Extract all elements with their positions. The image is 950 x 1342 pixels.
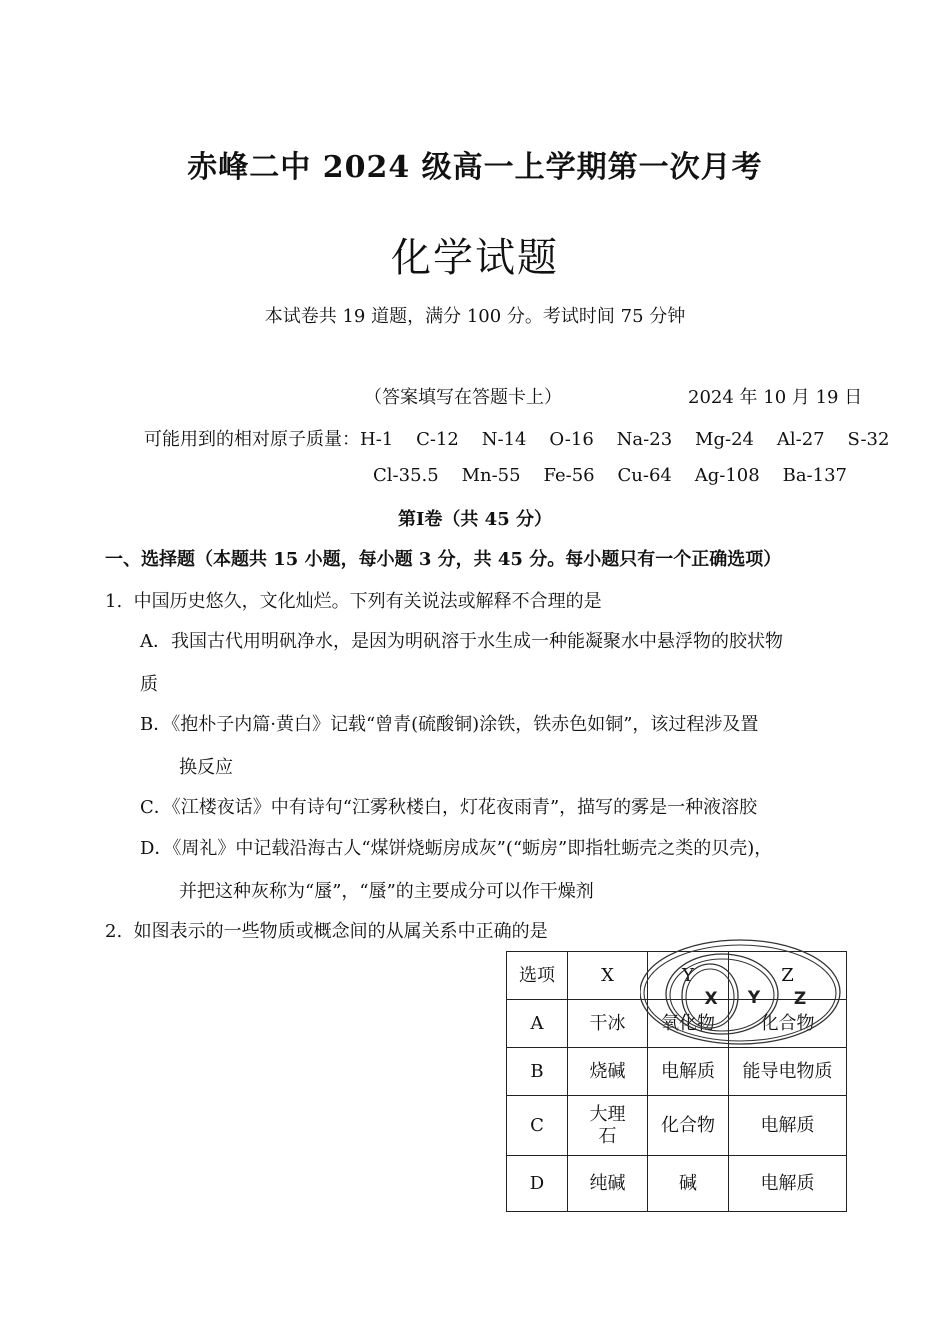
row-d-y: 碱 bbox=[648, 1156, 729, 1212]
row-c-x bbox=[568, 1096, 648, 1156]
header-z: Z bbox=[729, 952, 847, 1000]
q1-option-a: A．我国古代用明矾净水，是因为明矾溶于水生成一种能凝聚水中悬浮物的胶状物 bbox=[140, 631, 783, 652]
answer-note: （答案填写在答题卡上） bbox=[364, 387, 562, 408]
venn-middle-ring-1 bbox=[666, 954, 778, 1034]
header-y: Y bbox=[648, 952, 729, 1000]
row-d-x: 纯碱 bbox=[568, 1156, 648, 1212]
exam-info: 本试卷共 19 道题，满分 100 分。考试时间 75 分钟 bbox=[264, 306, 686, 327]
venn-label-y: Y bbox=[747, 988, 761, 1008]
atomic-mass-line-1: 可能用到的相对原子质量：H-1 C-12 N-14 O-16 Na-23 Mg-24 Al-27 S-32 bbox=[144, 429, 890, 450]
row-b-z: 能导电物质 bbox=[729, 1048, 847, 1096]
header-option: 选项 bbox=[507, 952, 568, 1000]
row-a-z: 化合物 bbox=[729, 1000, 847, 1048]
q1-option-a-cont: 质 bbox=[140, 674, 158, 695]
atomic-mass-line-2: Cl-35.5 Mn-55 Fe-56 Cu-64 Ag-108 Ba-137 bbox=[373, 465, 847, 486]
part-title: 第Ⅰ卷（共 45 分） bbox=[397, 509, 552, 530]
row-b-y: 电解质 bbox=[648, 1048, 729, 1096]
row-d-z: 电解质 bbox=[729, 1156, 847, 1212]
row-b-option: B bbox=[507, 1048, 568, 1096]
row-a-option: A bbox=[507, 1000, 568, 1048]
row-c-z: 电解质 bbox=[729, 1096, 847, 1156]
venn-label-x: X bbox=[704, 989, 718, 1009]
q1-option-d: D．《周礼》中记载沿海古人“煤饼烧蛎房成灰”(“蛎房”即指牡蛎壳之类的贝壳)， bbox=[140, 838, 773, 859]
question-1-stem: 1. 中国历史悠久，文化灿烂。下列有关说法或解释不合理的是 bbox=[105, 591, 602, 612]
section-title: 一、选择题（本题共 15 小题，每小题 3 分，共 45 分。每小题只有一个正确选项） bbox=[105, 549, 782, 570]
q1-option-c: C．《江楼夜话》中有诗句“江雾秋楼白，灯花夜雨青”，描写的雾是一种液溶胶 bbox=[140, 797, 758, 818]
q1-option-b: B．《抱朴子内篇·黄白》记载“曾青(硫酸铜)涂铁，铁赤色如铜”，该过程涉及置 bbox=[140, 714, 759, 735]
row-c-y: 化合物 bbox=[648, 1096, 729, 1156]
table-row bbox=[507, 1048, 847, 1096]
row-c-x-line2: 石 bbox=[598, 1125, 617, 1147]
venn-diagram bbox=[640, 936, 845, 1048]
row-d-option: D bbox=[507, 1156, 568, 1212]
subject-title: 化学试题 bbox=[391, 235, 559, 281]
row-a-y: 氧化物 bbox=[648, 1000, 729, 1048]
question-2-stem: 2. 如图表示的一些物质或概念间的从属关系中正确的是 bbox=[105, 921, 548, 942]
table-row bbox=[507, 1096, 847, 1156]
venn-outer-ring-2 bbox=[644, 945, 836, 1041]
row-c-x-line1: 大理 bbox=[589, 1103, 626, 1125]
table-row bbox=[507, 1156, 847, 1212]
q1-option-b-cont: 换反应 bbox=[179, 757, 233, 778]
header-x: X bbox=[568, 952, 648, 1000]
venn-label-z: Z bbox=[793, 989, 807, 1009]
row-b-x: 烧碱 bbox=[568, 1048, 648, 1096]
q1-option-d-cont: 并把这种灰称为“蜃”，“蜃”的主要成分可以作干燥剂 bbox=[179, 881, 594, 902]
row-c-option: C bbox=[507, 1096, 568, 1156]
exam-date: 2024 年 10 月 19 日 bbox=[688, 387, 863, 408]
row-a-x: 干冰 bbox=[568, 1000, 648, 1048]
school-exam-title: 赤峰二中 2024 级高一上学期第一次月考 bbox=[187, 150, 763, 185]
